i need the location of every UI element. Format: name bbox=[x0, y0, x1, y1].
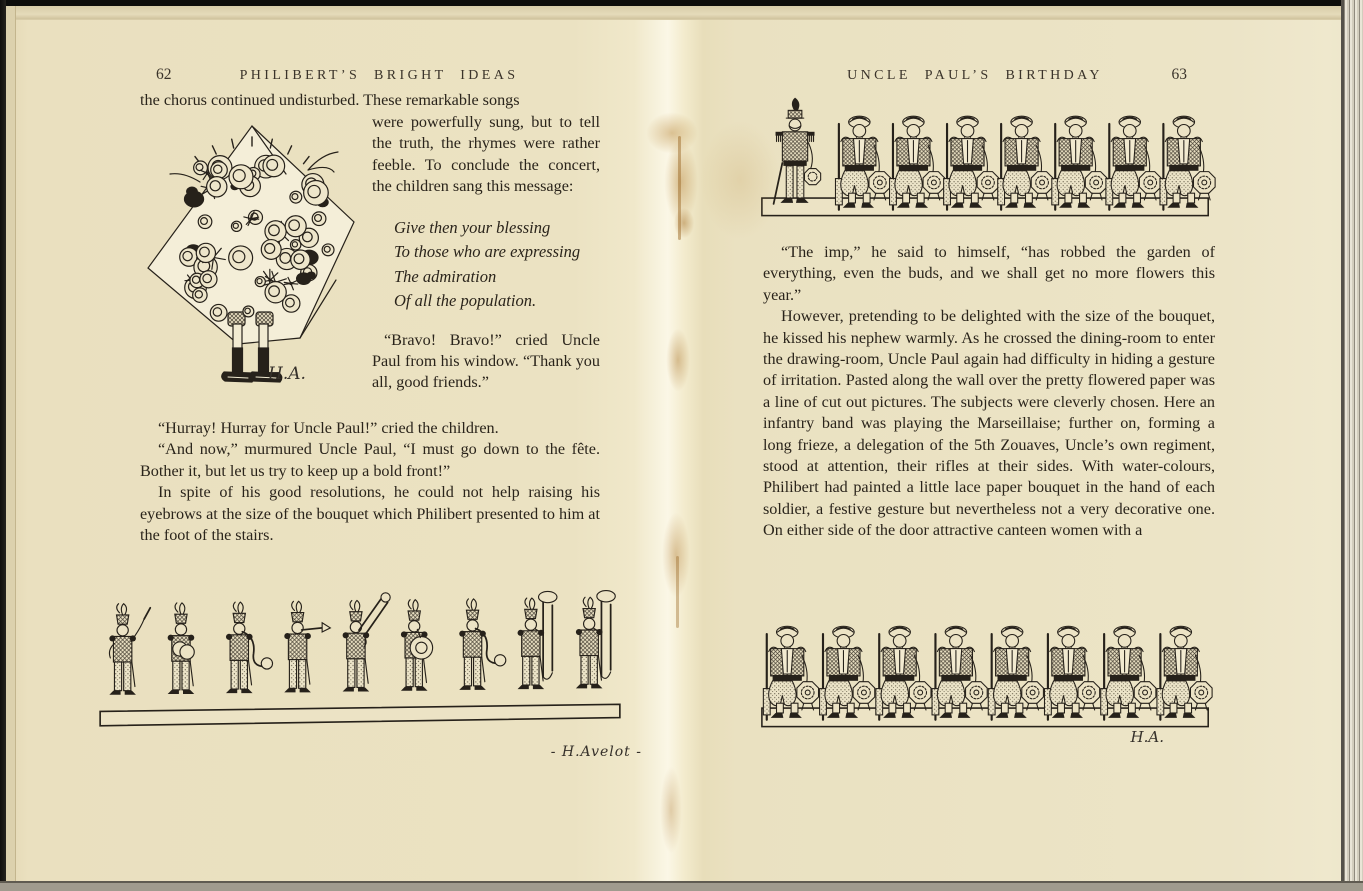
foxing-stain bbox=[666, 328, 690, 392]
foxing-stain bbox=[660, 766, 682, 854]
bouquet-illustration bbox=[140, 112, 364, 404]
lower-paragraphs bbox=[140, 418, 600, 546]
paragraph: “And now,” murmured Uncle Paul, “I must go down to the fête. Bother it, but let us try to keep up a bold front!” bbox=[140, 440, 600, 480]
verse-line: To those who are expressing bbox=[394, 242, 581, 262]
right-page-paragraphs bbox=[763, 242, 1215, 542]
paragraph: “The imp,” he said to himself, “has robbed the garden of everything, even the buds, and we shall get no more flowers this year.” bbox=[763, 243, 1215, 304]
opening-line: the chorus continued undisturbed. These remarkable songs bbox=[140, 91, 520, 109]
paragraph: In spite of his good resolutions, he could not help raising his eyebrows at the size of the bouquet which Philibert presented to him at the foot of the stairs. bbox=[140, 483, 600, 545]
bravo-paragraph: “Bravo! Bravo!” cried Uncle Paul from his window. “Thank you all, good friends.” bbox=[372, 330, 600, 392]
running-title: PHILIBERT’S BRIGHT IDEAS bbox=[239, 68, 519, 83]
page-left bbox=[10, 20, 660, 884]
page-top-edges bbox=[0, 6, 1363, 20]
band-drawing bbox=[94, 590, 626, 750]
verse-line: The admiration bbox=[394, 266, 497, 286]
artist-signature: H.A. bbox=[1130, 728, 1164, 746]
running-title: UNCLE PAUL’S BIRTHDAY bbox=[847, 68, 1103, 83]
song-verse bbox=[394, 216, 600, 314]
page-right bbox=[700, 20, 1348, 884]
bouquet-drawing bbox=[140, 112, 364, 404]
artist-signature: - H.Avelot - bbox=[550, 744, 642, 760]
bottom-page-edges bbox=[0, 881, 1363, 891]
running-header-left bbox=[140, 66, 602, 84]
foxing-stain bbox=[662, 512, 690, 598]
band-illustration bbox=[94, 590, 642, 768]
zouaves-bottom-illustration bbox=[758, 598, 1216, 748]
foxing-stain bbox=[664, 140, 698, 224]
paragraph: However, pretending to be delighted with the size of the bouquet, he kissed his nephew warmly. As he crossed the dining-room to enter the drawing-room, Uncle Paul again had difficulty in hiding a gesture of irritation. Pasted along the wall over the pretty flowered paper was a line of cut out pictures. The subjects were cleverly chosen. Here an infantry band was playing the Marseillaise; further on, forming a long frieze, a delegation of the 5th Zouaves, Uncle’s own regiment, stood at attention, their rifles at their sides. With water-colours, Philibert had painted a little lace paper bouquet in the hand of each soldier, a festive gesture but nevertheless not a very decorative one. On either side of the door attractive canteen women with a bbox=[763, 307, 1215, 540]
page-number: 62 bbox=[156, 66, 172, 83]
verse-line: Of all the population. bbox=[394, 291, 537, 311]
wrapped-paragraph: were powerfully sung, but to tell the truth, the rhymes were rather feeble. To conclude the concert, the children sang this message: bbox=[372, 113, 600, 196]
gutter-stitch-mark bbox=[678, 136, 681, 240]
right-page-edges bbox=[1341, 0, 1363, 891]
zouaves-top-illustration bbox=[758, 94, 1216, 230]
wrapped-column bbox=[364, 112, 600, 404]
zouaves-top-drawing bbox=[758, 94, 1216, 230]
paragraph: “Hurray! Hurray for Uncle Paul!” cried the children. bbox=[158, 419, 499, 437]
page-number: 63 bbox=[1171, 66, 1187, 83]
gutter-stitch-mark bbox=[676, 556, 679, 628]
verse-line: Give then your blessing bbox=[394, 217, 551, 237]
text-wrap-row bbox=[140, 112, 600, 404]
foxing-stain bbox=[674, 208, 694, 238]
running-header-right bbox=[763, 66, 1215, 84]
artist-signature: H.A. bbox=[268, 364, 306, 384]
zouaves-bottom-drawing bbox=[758, 598, 1216, 748]
